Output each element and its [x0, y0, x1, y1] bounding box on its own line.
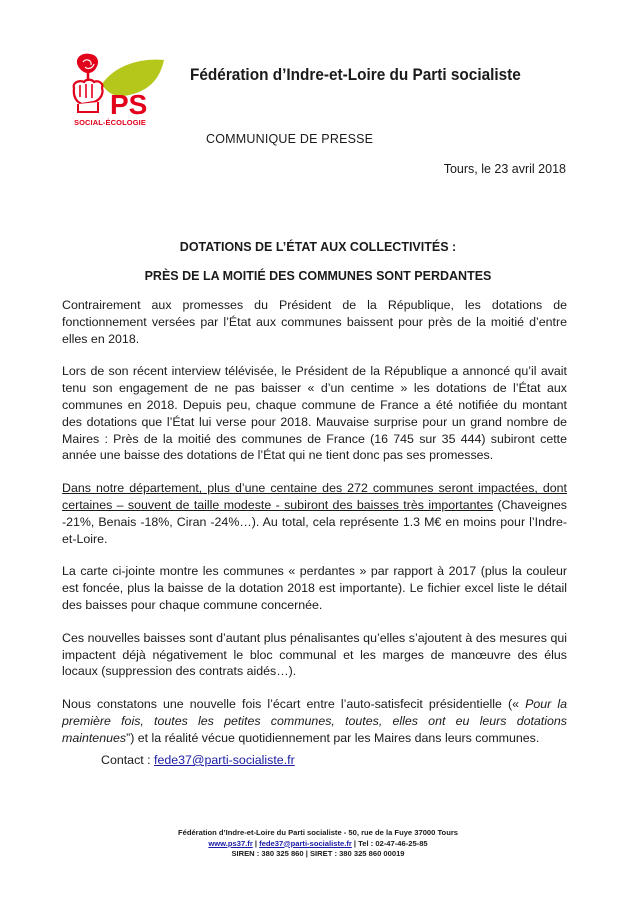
paragraph-1: Contrairement aux promesses du Président de la République, les dotations de fonctionnement versées par l’État aux communes baissent pour près de la moitié d’entre elles en 2018.	[62, 298, 567, 346]
footer-website-link[interactable]: www.ps37.fr	[208, 838, 253, 848]
footer-separator: |	[252, 838, 260, 848]
paragraph-3-rest: (Chaveignes -21%, Benais -18%, Ciran -24%…). Au total, cela représente 1.3 M€ en moins pour l’Indre-et-Loire.	[62, 497, 568, 546]
footer-email-link[interactable]: fede37@parti-socialiste.fr	[259, 838, 352, 848]
footer-phone: | Tel : 02-47-46-25-85	[351, 838, 428, 848]
contact-label: Contact :	[101, 753, 155, 767]
paragraph-6	[62, 696, 567, 746]
contact-email-link[interactable]: fede37@parti-socialiste.fr	[154, 753, 295, 767]
title-line-2: PRÈS DE LA MOITIÉ DES COMMUNES SONT PERDANTES	[144, 269, 492, 283]
paragraph-3	[62, 480, 567, 547]
footer-siren-siret: SIREN : 380 325 860 | SIRET : 380 325 860 00019	[231, 849, 405, 859]
document-type: COMMUNIQUE DE PRESSE	[206, 132, 374, 146]
footer-address: Fédération d’Indre-et-Loire du Parti socialiste - 50, rue de la Fuye 37000 Tours	[177, 828, 459, 837]
footer-contact-line	[120, 839, 516, 850]
logo-ps-text: PS	[110, 89, 148, 120]
paragraph-3-underlined: Dans notre département, plus d’une centaine des 272 communes seront impactées, dont certaines – souvent de taille modeste - subiront des baisses très importantes	[62, 481, 567, 512]
ps-logo	[64, 52, 168, 134]
footer	[120, 828, 516, 860]
contact-line	[101, 753, 295, 767]
paragraph-5: Ces nouvelles baisses sont d’autant plus pénalisantes qu’elles s’ajoutent à des mesures qui impactent déjà négativement le bloc communal et les marges de manœuvre des élus locaux (suppression des contrats aidés…).	[62, 630, 567, 679]
organization-title: Fédération d’Indre-et-Loire du Parti socialiste	[190, 66, 521, 84]
paragraph-6-start: Nous constatons une nouvelle fois l’écart entre l’auto-satisfecit présidentielle («	[62, 697, 520, 712]
place-and-date: Tours, le 23 avril 2018	[443, 162, 566, 176]
title-line-1: DOTATIONS DE L’ÉTAT AUX COLLECTIVITÉS :	[179, 240, 457, 254]
paragraph-2: Lors de son récent interview télévisée, le Président de la République a annoncé qu’il avait tenu son engagement de ne pas baisser « d’un centime » les dotations de l’État aux communes en 2018. Depuis peu, chaque commune de France a été notifiée du montant des dotations que l’État lui verse pour 2018. Mauvaise surprise pour un grand nombre de Maires : Près de la moitié des communes de France (16 745 sur 35 444) subiront cette année une baisse des dotations de l’État qui ne tient donc pas ses promesses.	[62, 364, 567, 463]
paragraph-6-end: ”) et la réalité vécue quotidiennement par les Maires dans leurs communes.	[126, 730, 540, 745]
paragraph-6-quote: Pour la première fois, toutes les petites communes, toutes, elles ont eu leurs dotations maintenues	[62, 697, 568, 745]
paragraph-4: La carte ci-jointe montre les communes « perdantes » par rapport à 2017 (plus la couleur est foncée, plus la baisse de la dotation 2018 est importante). Le fichier excel liste le détail des baisses pour chaque commune concernée.	[62, 564, 567, 612]
press-release-body	[62, 297, 567, 763]
logo-tagline: SOCIAL-ÉCOLOGIE	[74, 118, 146, 127]
